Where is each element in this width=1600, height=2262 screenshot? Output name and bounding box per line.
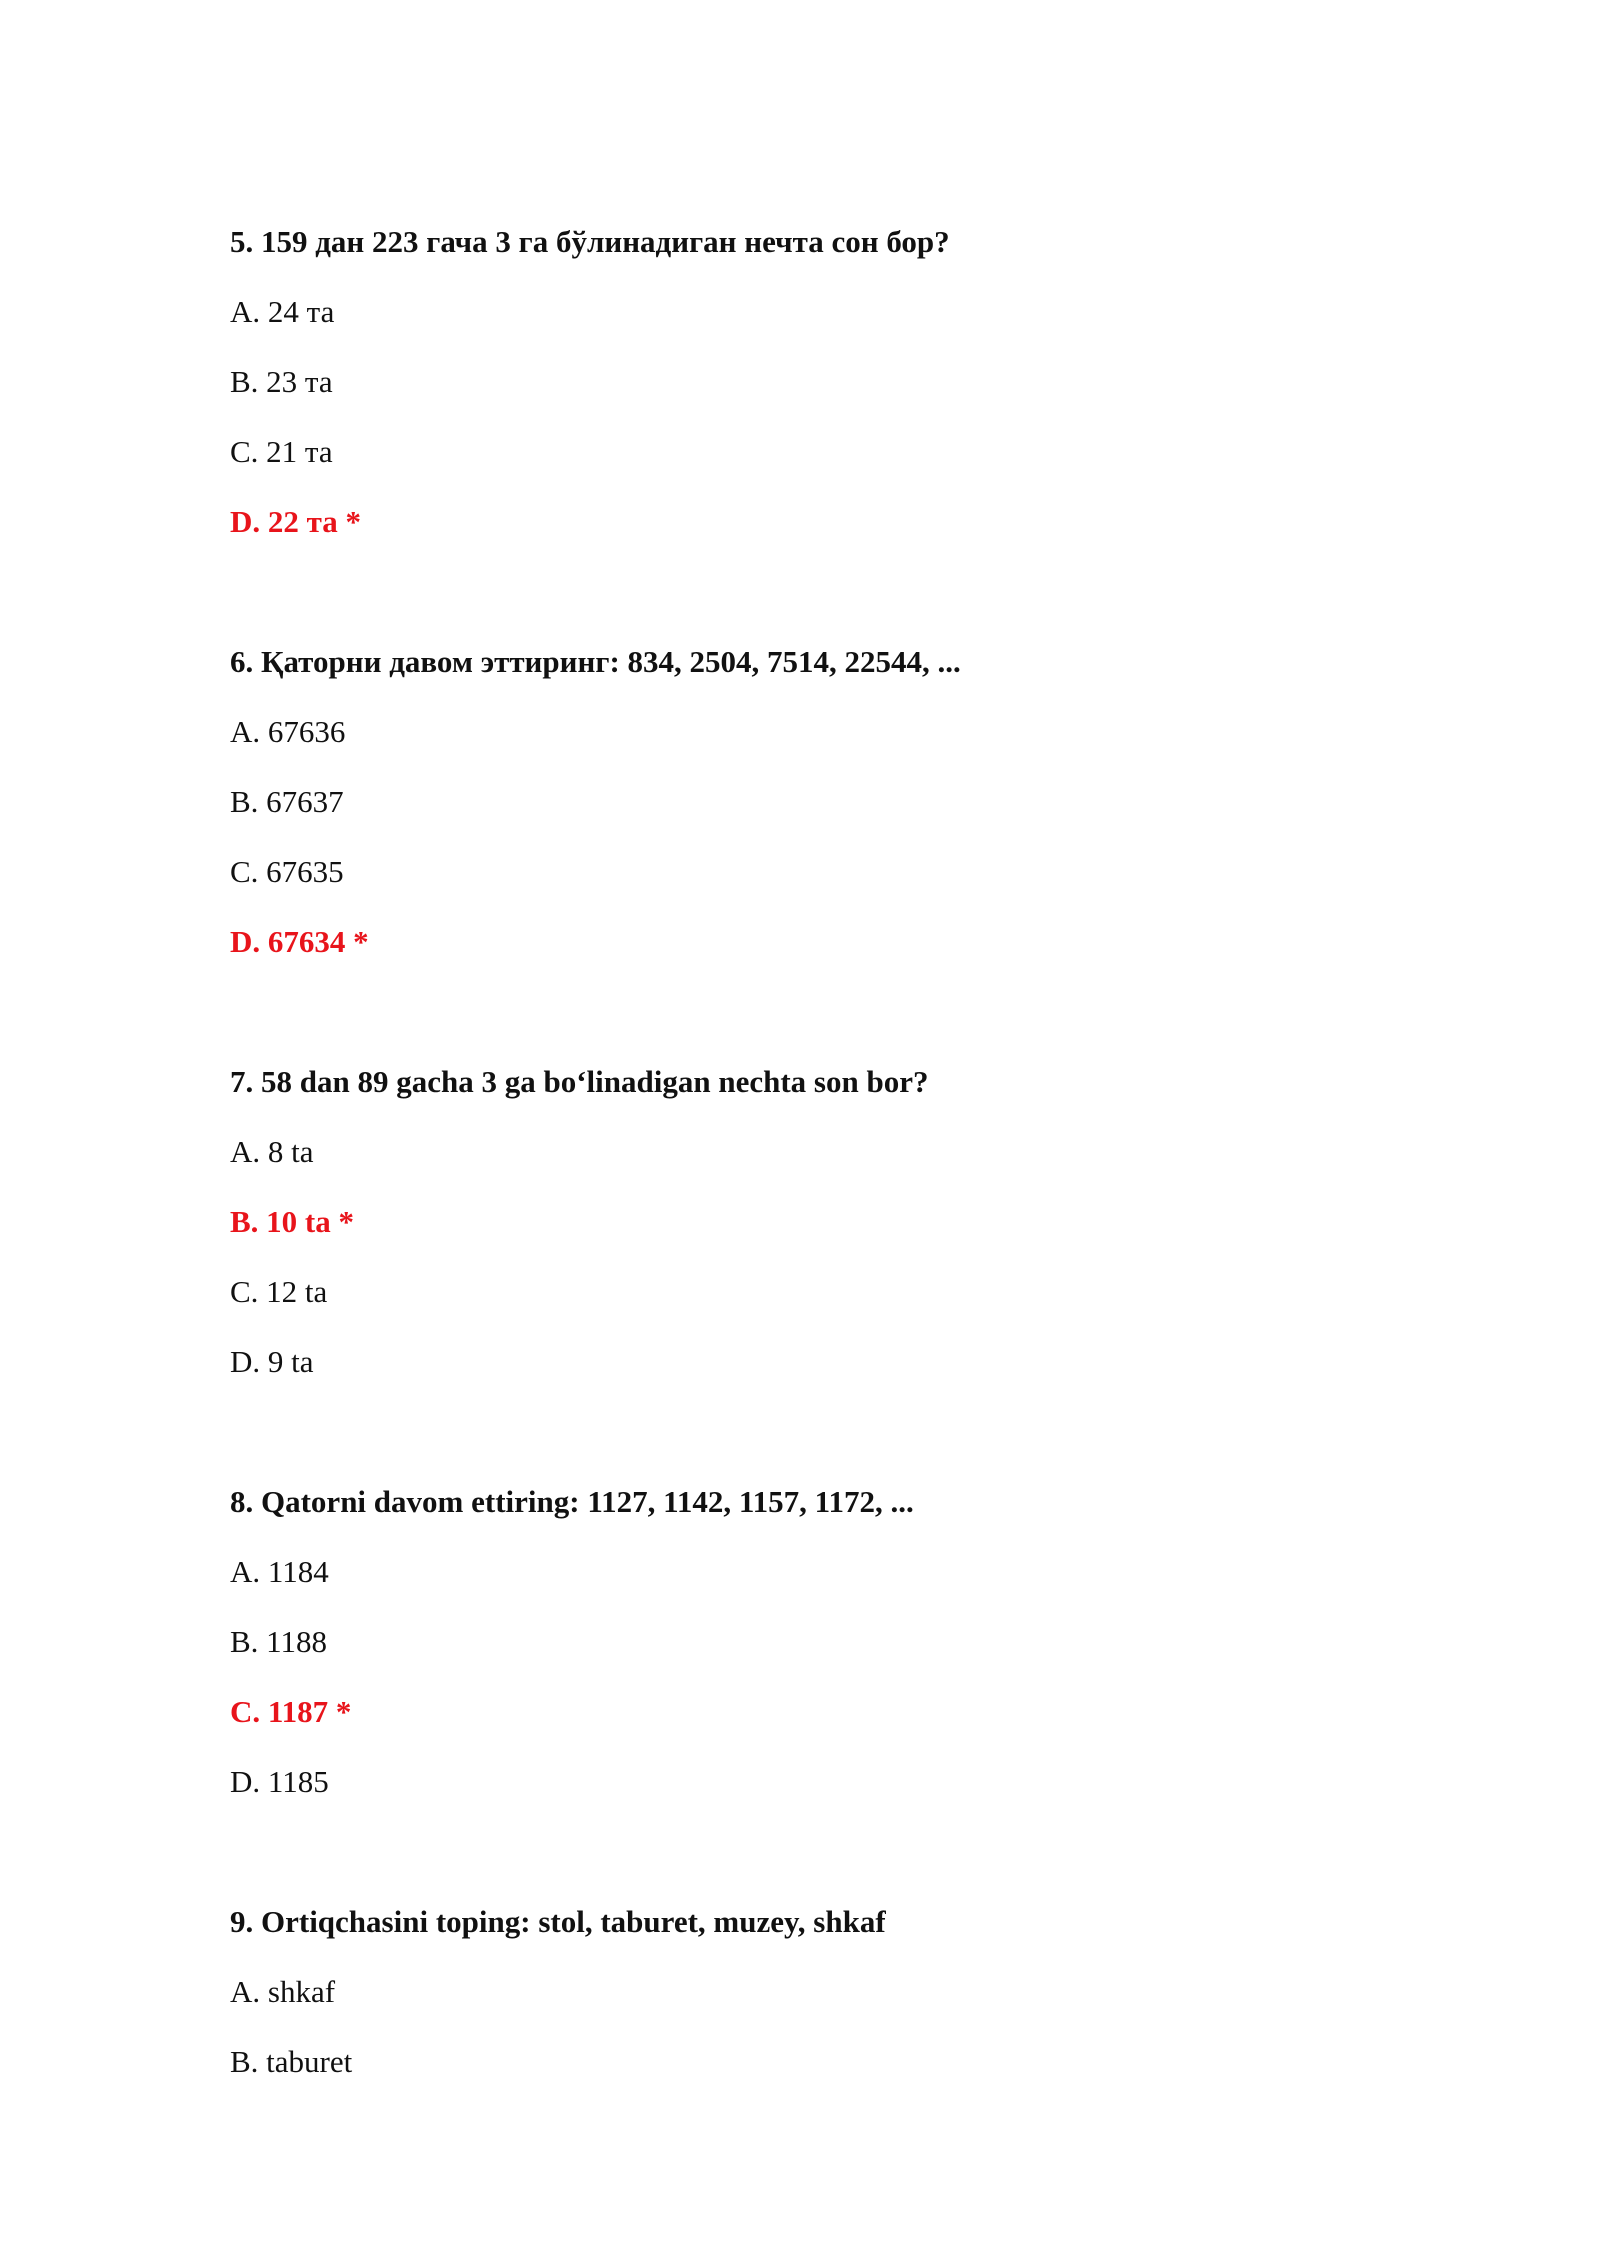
option-d-correct-answer: D. 22 та * — [230, 504, 361, 539]
option-c: C. 21 та — [230, 434, 333, 469]
question-9 — [230, 1902, 1430, 2082]
question-8 — [230, 1482, 1430, 1802]
option-a: A. 24 та — [230, 294, 335, 329]
question-text: 6. Қаторни давом эттиринг: 834, 2504, 7514, 22544, ... — [230, 644, 961, 679]
option-b: B. 1188 — [230, 1624, 328, 1659]
question-text: 7. 58 dan 89 gacha 3 ga bo‘linadigan nechta son bor? — [230, 1064, 929, 1099]
option-a: A. 1184 — [230, 1554, 329, 1589]
option-b: B. taburet — [230, 2044, 353, 2079]
option-d-correct-answer: D. 67634 * — [230, 924, 369, 959]
option-d: D. 1185 — [230, 1764, 329, 1799]
option-c-correct-answer: C. 1187 * — [230, 1694, 352, 1729]
option-c: C. 67635 — [230, 854, 344, 889]
option-a: A. 67636 — [230, 714, 346, 749]
question-7 — [230, 1062, 1430, 1382]
option-b-correct-answer: B. 10 ta * — [230, 1204, 354, 1239]
option-b: B. 23 та — [230, 364, 333, 399]
option-b: B. 67637 — [230, 784, 344, 819]
question-text: 9. Ortiqchasini toping: stol, taburet, muzey, shkaf — [230, 1904, 886, 1939]
question-text: 8. Qatorni davom ettiring: 1127, 1142, 1157, 1172, ... — [230, 1484, 914, 1519]
question-text: 5. 159 дан 223 гача 3 га бўлинадиган нечта сон бор? — [230, 224, 950, 259]
question-5 — [230, 222, 1430, 542]
option-a: A. 8 ta — [230, 1134, 314, 1169]
question-6 — [230, 642, 1430, 962]
option-d: D. 9 ta — [230, 1344, 314, 1379]
option-a: A. shkaf — [230, 1974, 336, 2009]
option-c: C. 12 ta — [230, 1274, 328, 1309]
